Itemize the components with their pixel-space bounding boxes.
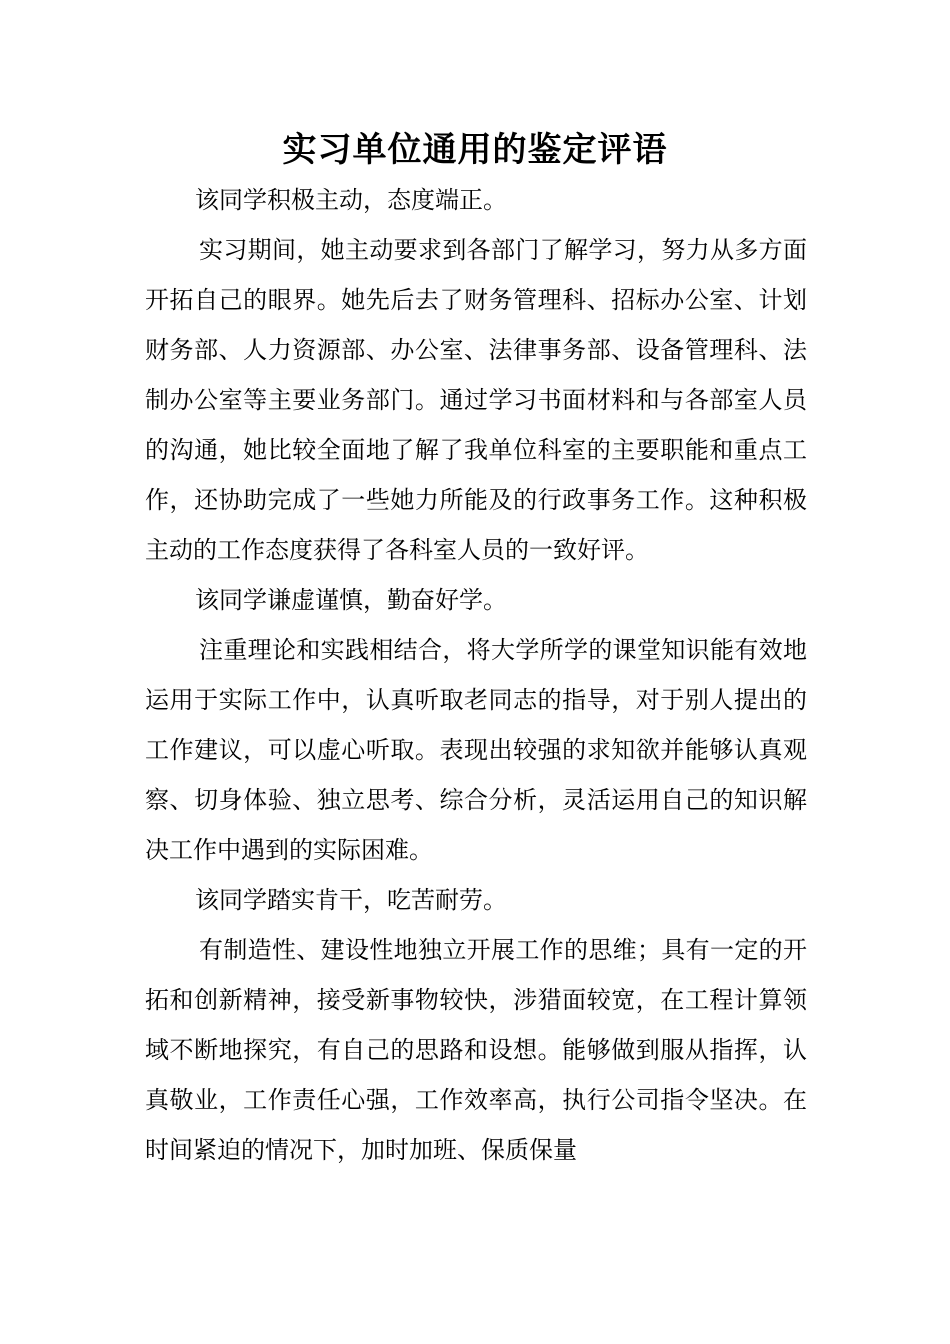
body-paragraph-1: 实习期间，她主动要求到各部门了解学习，努力从多方面开拓自己的眼界。她先后去了财务管理科、招标办公室、计划财务部、人力资源部、办公室、法律事务部、设备管理科、法制办公室等主要业务部门。通过学习书面材料和与各部室人员的沟通，她比较全面地了解了我单位科室的主要职能和重点工作，还协助完成了一些她力所能及的行政事务工作。这种积极主动的工作态度获得了各科室人员的一致好评。 — [145, 236, 807, 564]
document-title: 实习单位通用的鉴定评语 — [282, 130, 668, 170]
lead-sentence-3: 该同学踏实肯干，吃苦耐劳。 — [195, 886, 507, 914]
lead-sentence-2: 该同学谦虚谨慎，勤奋好学。 — [195, 586, 507, 614]
document-body — [145, 175, 807, 1175]
body-paragraph-2: 注重理论和实践相结合，将大学所学的课堂知识能有效地运用于实际工作中，认真听取老同志的指导，对于别人提出的工作建议，可以虚心听取。表现出较强的求知欲并能够认真观察、切身体验、独立思考、综合分析，灵活运用自己的知识解决工作中遇到的实际困难。 — [145, 636, 807, 864]
lead-sentence-1: 该同学积极主动，态度端正。 — [195, 186, 507, 214]
body-paragraph-3: 有制造性、建设性地独立开展工作的思维；具有一定的开拓和创新精神，接受新事物较快，涉猎面较宽，在工程计算领域不断地探究，有自己的思路和设想。能够做到服从指挥，认真敬业，工作责任心强，工作效率高，执行公司指令坚决。在时间紧迫的情况下，加时加班、保质保量 — [145, 936, 807, 1164]
